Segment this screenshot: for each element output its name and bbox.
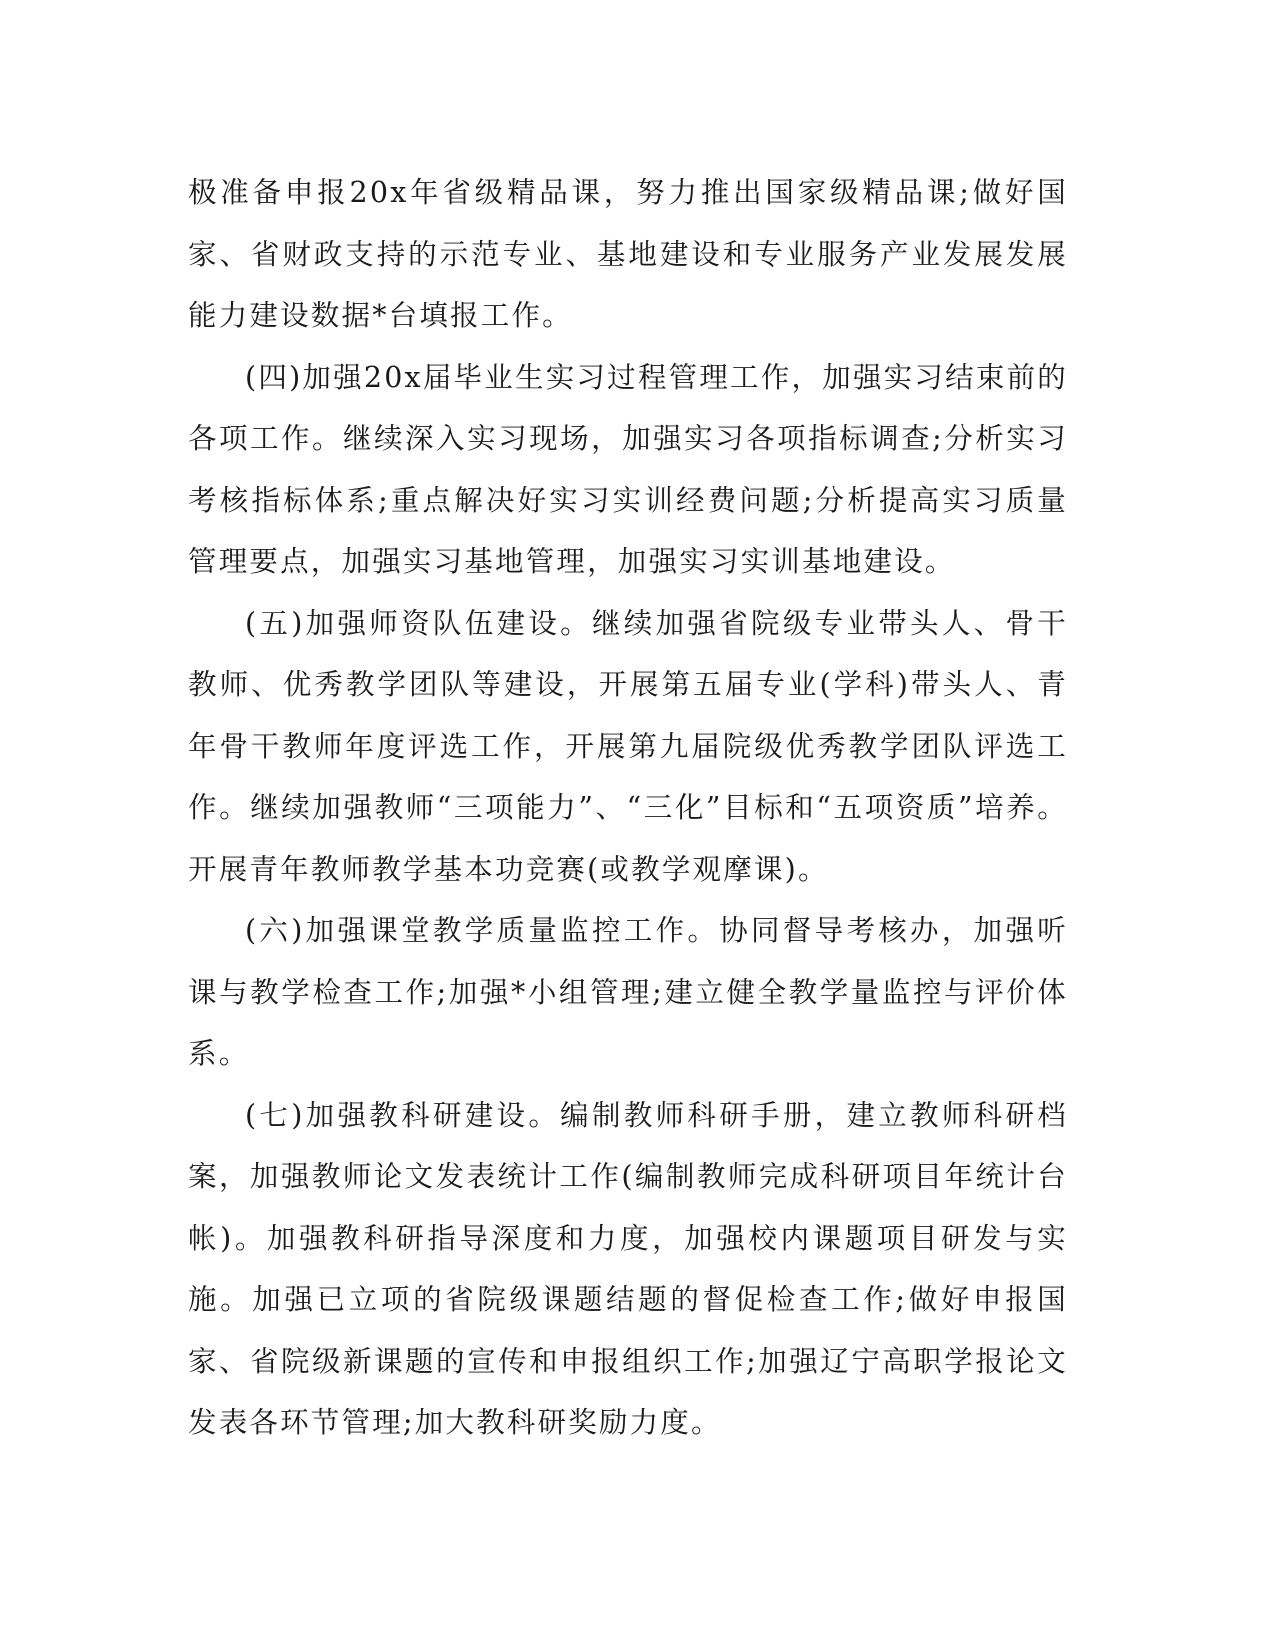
paragraph-section-4: (四)加强20x届毕业生实习过程管理工作，加强实习结束前的各项工作。继续深入实习现场，加强实习各项指标调查;分析实习考核指标体系;重点解决好实习实训经费问题;分析提高实习质量管理要点，加强实习基地管理，加强实习实训基地建设。 bbox=[188, 360, 1068, 578]
paragraph-section-6: (六)加强课堂教学质量监控工作。协同督导考核办，加强听课与教学检查工作;加强*小组管理;建立健全教学量监控与评价体系。 bbox=[188, 914, 1068, 1070]
paragraph-section-5: (五)加强师资队伍建设。继续加强省院级专业带头人、骨干教师、优秀教学团队等建设，开展第五届专业(学科)带头人、青年骨干教师年度评选工作，开展第九届院级优秀教学团队评选工作。继续加强教师“三项能力”、“三化”目标和“五项资质”培养。开展青年教师教学基本功竞赛(或教学观摩课)。 bbox=[188, 606, 1068, 886]
paragraph-continued: 极准备申报20x年省级精品课，努力推出国家级精品课;做好国家、省财政支持的示范专业、基地建设和专业服务产业发展发展能力建设数据*台填报工作。 bbox=[188, 176, 1068, 332]
paragraph-section-7: (七)加强教科研建设。编制教师科研手册，建立教师科研档案，加强教师论文发表统计工作(编制教师完成科研项目年统计台帐)。加强教科研指导深度和力度，加强校内课题项目研发与实施。加强已立项的省院级课题结题的督促检查工作;做好申报国家、省院级新课题的宣传和申报组织工作;加强辽宁高职学报论文发表各环节管理;加大教科研奖励力度。 bbox=[188, 1098, 1068, 1439]
document-body bbox=[188, 162, 1068, 1454]
